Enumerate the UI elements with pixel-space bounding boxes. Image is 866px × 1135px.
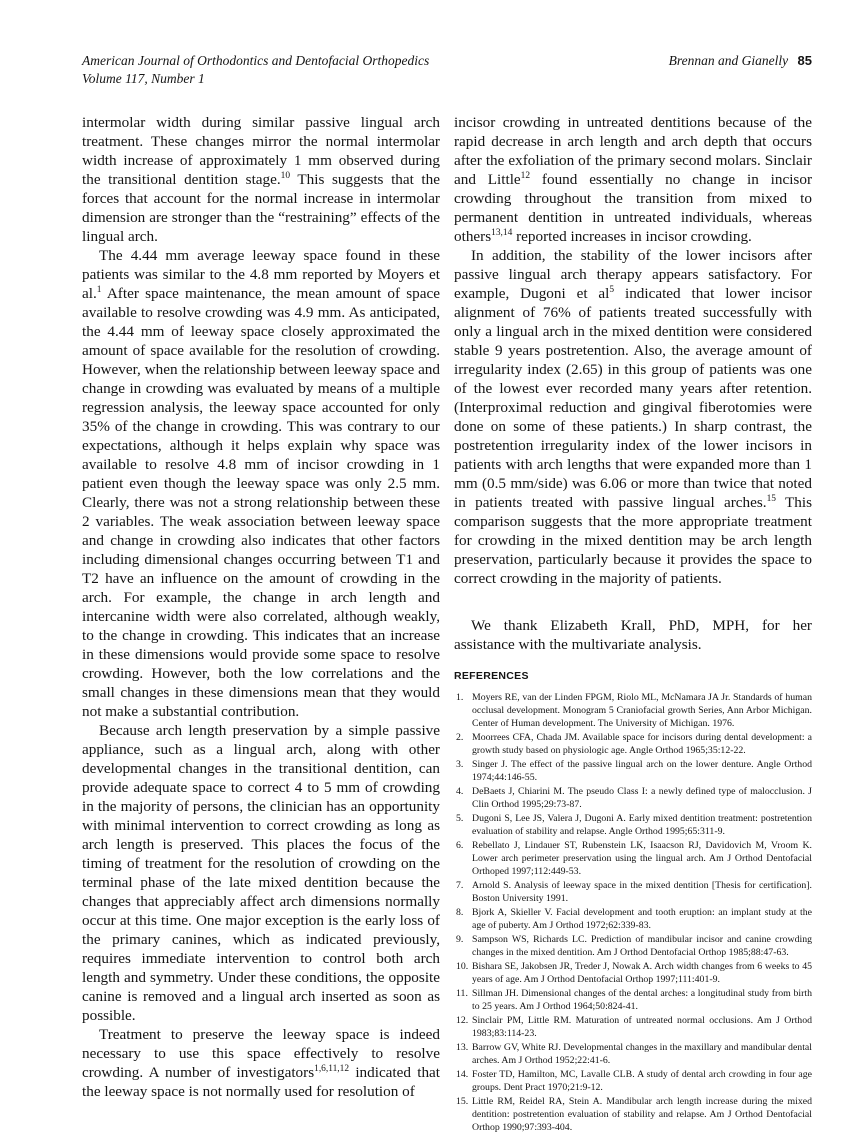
- reference-item: Bjork A, Skieller V. Facial development and tooth eruption: an implant study at the age of puberty. Am J Orthod 1972;62:339-83.: [472, 907, 812, 931]
- reference-item: Sinclair PM, Little RM. Maturation of untreated normal occlusions. Am J Orthod 1983;83:114-23.: [472, 1015, 812, 1039]
- journal-identification: [82, 52, 429, 88]
- running-head: [82, 52, 812, 88]
- reference-item: Rebellato J, Lindauer ST, Rubenstein LK, Isaacson RJ, Davidovich M, Vroom K. Lower arch perimeter preservation using the lingual arch. Am J Orthod Dentofacial Orthoped 1997;112:449-53.: [472, 840, 812, 877]
- paragraph: Because arch length preservation by a simple passive appliance, such as a lingual arch, along with other developmental changes in the transitional dentition, can provide adequate space to correct 4 to 5 mm of crowding in the majority of persons, the clinician has an opportunity with minimal intervention to correct crowding as long as arch length is preserved. This places the focus of the timing of treatment for the resolution of crowding on the terminal phase of the late mixed dentition because the changes that appreciably affect arch dimensions normally occur at this time. One major exception is the early loss of the primary canines, which as indicated previously, requires immediate intervention to control both arch length and symmetry. Under these conditions, the opposite canine is removed and a lingual arch inserted as soon as possible.: [82, 722, 440, 1024]
- reference-item: Moorrees CFA, Chada JM. Available space for incisors during dental development: a growth study based on physiologic age. Angle Orthod 1965;35:12-22.: [472, 732, 812, 756]
- journal-title: American Journal of Orthodontics and Dentofacial Orthopedics: [82, 53, 430, 68]
- reference-item: DeBaets J, Chiarini M. The pseudo Class I: a newly defined type of malocclusion. J Clin Orthod 1995;29:73-87.: [472, 786, 812, 810]
- references-list: [454, 691, 812, 1134]
- citation-superscript: 1: [96, 284, 102, 295]
- reference-item: Sampson WS, Richards LC. Prediction of mandibular incisor and canine crowding changes in the mixed dentition. Am J Orthod Dentofacial Orthop 1985;88:47-63.: [472, 934, 812, 958]
- page-folio: [669, 52, 812, 70]
- citation-superscript: 15: [766, 493, 776, 504]
- paragraph: The 4.44 mm average leeway space found in these patients was similar to the 4.8 mm reported by Moyers et al.$^1$ After space maintenance, the mean amount of space available to resolve crowding was 4.9 mm. As anticipated, the 4.44 mm of leeway space closely approximated the amount of space available for the resolution of crowding. However, when the relationship between leeway space and change in crowding was evaluated by means of a multiple regression analysis, the leeway space accounted for only 35% of the change in crowding. This was contrary to our expectations, although it helps explain why space was available to resolve 4.8 mm of incisor crowding in 1 patient even though the leeway space was only 2.5 mm. Clearly, there was not a strong relationship between these 2 variables. The weak association between leeway space and change in crowding also indicates that other factors including dimensional changes occurring between T1 and T2 have an influence on the amount of crowding in the arch. For example, the change in arch length and intercanine width were also correlated, although weakly, to the change in crowding. This indicates that an increase in these dimensions would provide some space to resolve crowding. However, both the low correlations and the small changes in these dimensions mean that they would not make a substantial contribution.: [82, 247, 440, 720]
- reference-item: Bishara SE, Jakobsen JR, Treder J, Nowak A. Arch width changes from 6 weeks to 45 years of age. Am J Orthod Dentofacial Orthop 1997;111:401-9.: [472, 961, 812, 985]
- left-column: [82, 113, 440, 1135]
- paragraph: Treatment to preserve the leeway space is indeed necessary to use this space effectively to resolve crowding. A number of investigators$^{1,6,11,12}$ indicated that the leeway space is not normally used for resolution of: [82, 1026, 441, 1100]
- reference-item: Singer J. The effect of the passive lingual arch on the lower denture. Angle Orthod 1974;44:146-55.: [472, 759, 812, 783]
- running-authors: Brennan and Gianelly: [668, 53, 789, 68]
- citation-superscript: 1,6,11,12: [314, 1063, 350, 1074]
- page-number: 85: [797, 53, 812, 68]
- acknowledgment-paragraph: We thank Elizabeth Krall, PhD, MPH, for her assistance with the multivariate analysis.: [454, 617, 812, 653]
- paragraph: In addition, the stability of the lower incisors after passive lingual arch therapy appears satisfactory. For example, Dugoni et $al^5$ indicated that lower incisor alignment of 76% of patients treated successfully with only a lingual arch in the mixed dentition were considered stable 9 years postretention. Also, the average amount of irregularity index (2.65) in this group of patients was one of the lowest ever recorded many years after retention. (Interproximal reduction and gingival fiberotomies were done on some of these patients.) In sharp contrast, the postretention irregularity index of the lower incisors in patients with arch lengths that were expanded more than 1 mm (0.5 mm/side) was 6.06 or more than twice that noted in patients treated with passive lingual arches.$^{15}$ This comparison suggests that the more appropriate treatment for crowding in the mixed dentition may be arch length preservation, particularly because it provides the space to correct crowding in the majority of patients.: [454, 247, 812, 587]
- citation-superscript: 10: [280, 170, 291, 181]
- citation-superscript: 13,14: [491, 227, 513, 238]
- reference-item: Little RM, Reidel RA, Stein A. Mandibular arch length increase during the mixed dentition: postretention evaluation of stability and relapse. Am J Orthod Dentofacial Orthop 1990;97:393-404.: [472, 1096, 812, 1133]
- citation-superscript: 5: [609, 284, 615, 295]
- two-column-body: [82, 113, 812, 1135]
- references-section: [454, 670, 812, 1134]
- reference-item: Dugoni S, Lee JS, Valera J, Dugoni A. Early mixed dentition treatment: postretention evaluation of stability and relapse. Angle Orthod 1995;65:311-9.: [472, 813, 812, 837]
- citation-superscript: 12: [520, 170, 531, 181]
- reference-item: Arnold S. Analysis of leeway space in the mixed dentition [Thesis for certification]. Boston University 1991.: [472, 880, 812, 904]
- right-column: [454, 113, 812, 1135]
- references-heading: REFERENCES: [454, 670, 529, 682]
- reference-item: Barrow GV, White RJ. Developmental changes in the maxillary and mandibular dental arches. Am J Orthod 1952;22:41-6.: [472, 1042, 812, 1066]
- paragraph: intermolar width during similar passive lingual arch treatment. These changes mirror the normal intermolar width increase of approximately 1 mm observed during the transitional dentition stage.$^{10}$ This suggests that the forces that account for the normal increase in intermolar dimension are stronger than the “restraining” effects of the lingual arch.: [82, 114, 440, 245]
- reference-item: Sillman JH. Dimensional changes of the dental arches: a longitudinal study from birth to 25 years. Am J Orthod 1964;50:824-41.: [472, 988, 812, 1012]
- paragraph: incisor crowding in untreated dentitions because of the rapid decrease in arch length and arch depth that occurs after the exfoliation of the primary second molars. Sinclair and Little$^{12}$ found essentially no change in incisor crowding throughout the transition from mixed to permanent dentition in untreated individuals, whereas others$^{13,14}$ reported increases in incisor crowding.: [454, 114, 812, 245]
- reference-item: Foster TD, Hamilton, MC, Lavalle CLB. A study of dental arch crowding in four age groups. Dent Pract 1970;21:9-12.: [472, 1069, 812, 1093]
- journal-volume-issue: Volume 117, Number 1: [82, 71, 205, 86]
- reference-item: Moyers RE, van der Linden FPGM, Riolo ML, McNamara JA Jr. Standards of human occlusal development. Monogram 5 Craniofacial growth Series, Ann Arbor Michigan. Center of Human development. The University of Michigan. 1976.: [472, 692, 812, 729]
